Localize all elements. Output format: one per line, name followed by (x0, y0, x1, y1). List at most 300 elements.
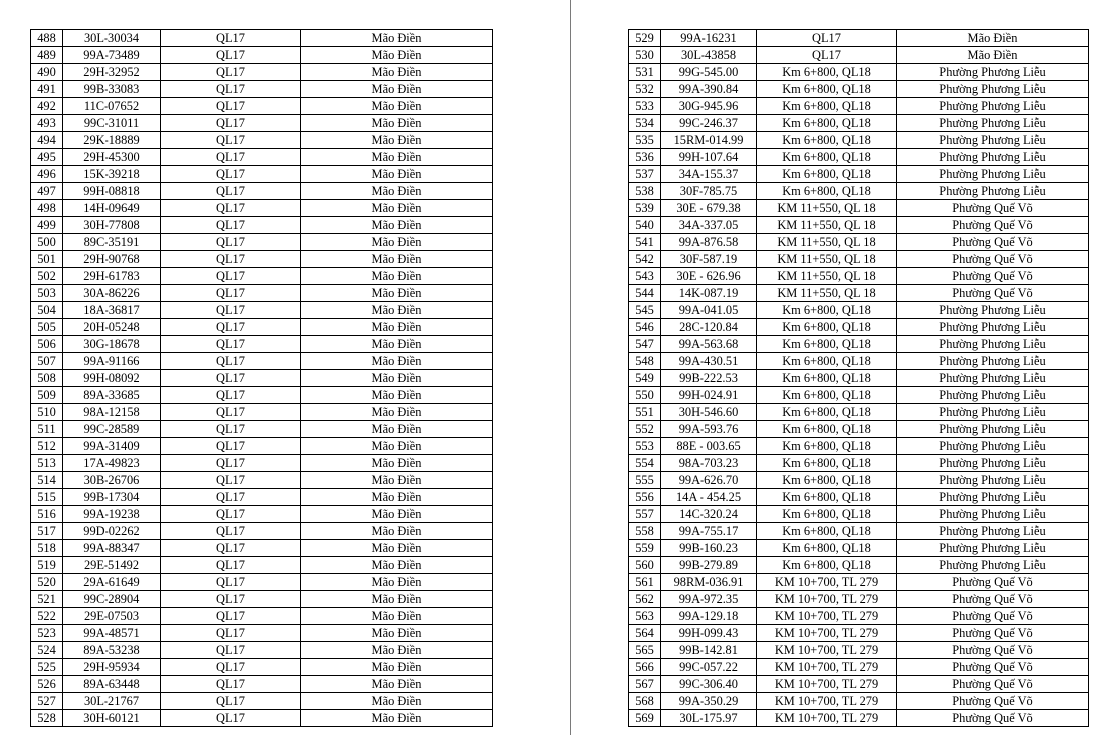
license-plate-cell: 15RM-014.99 (661, 132, 757, 149)
license-plate-cell: 99D-02262 (63, 523, 161, 540)
ward-cell: Mão Điền (301, 200, 493, 217)
table-row (629, 676, 1089, 693)
row-number-cell: 569 (629, 710, 661, 727)
row-number-cell: 521 (31, 591, 63, 608)
table-row (629, 438, 1089, 455)
row-number-cell: 499 (31, 217, 63, 234)
row-number-cell: 528 (31, 710, 63, 727)
row-number-cell: 541 (629, 234, 661, 251)
license-plate-cell: 30L-30034 (63, 30, 161, 47)
ward-cell: Mão Điền (301, 115, 493, 132)
ward-cell: Phường Phương Liễu (897, 438, 1089, 455)
location-cell: Km 6+800, QL18 (757, 149, 897, 166)
license-plate-cell: 89A-33685 (63, 387, 161, 404)
row-number-cell: 510 (31, 404, 63, 421)
row-number-cell: 492 (31, 98, 63, 115)
table-row (629, 710, 1089, 727)
row-number-cell: 532 (629, 81, 661, 98)
license-plate-cell: 99B-33083 (63, 81, 161, 98)
ward-cell: Mão Điền (301, 523, 493, 540)
ward-cell: Mão Điền (301, 234, 493, 251)
location-cell: Km 6+800, QL18 (757, 421, 897, 438)
location-cell: Km 6+800, QL18 (757, 489, 897, 506)
ward-cell: Mão Điền (301, 30, 493, 47)
row-number-cell: 566 (629, 659, 661, 676)
location-cell: QL17 (161, 455, 301, 472)
location-cell: QL17 (161, 387, 301, 404)
license-plate-cell: 29E-51492 (63, 557, 161, 574)
row-number-cell: 540 (629, 217, 661, 234)
location-cell: QL17 (161, 30, 301, 47)
table-row (629, 421, 1089, 438)
row-number-cell: 533 (629, 98, 661, 115)
location-cell: Km 6+800, QL18 (757, 370, 897, 387)
location-cell: Km 6+800, QL18 (757, 302, 897, 319)
table-row (31, 489, 493, 506)
table-row (31, 353, 493, 370)
location-cell: QL17 (161, 438, 301, 455)
license-plate-cell: 99B-142.81 (661, 642, 757, 659)
table-row (31, 285, 493, 302)
license-plate-cell: 99C-306.40 (661, 676, 757, 693)
location-cell: QL17 (161, 200, 301, 217)
license-plate-cell: 99C-31011 (63, 115, 161, 132)
ward-cell: Mão Điền (301, 438, 493, 455)
ward-cell: Mão Điền (301, 302, 493, 319)
row-number-cell: 565 (629, 642, 661, 659)
row-number-cell: 488 (31, 30, 63, 47)
row-number-cell: 494 (31, 132, 63, 149)
row-number-cell: 517 (31, 523, 63, 540)
location-cell: QL17 (161, 659, 301, 676)
violation-table-left (30, 29, 493, 727)
row-number-cell: 555 (629, 472, 661, 489)
license-plate-cell: 99A-430.51 (661, 353, 757, 370)
ward-cell: Mão Điền (301, 47, 493, 64)
location-cell: KM 10+700, TL 279 (757, 659, 897, 676)
location-cell: QL17 (161, 676, 301, 693)
table-row (31, 302, 493, 319)
row-number-cell: 503 (31, 285, 63, 302)
table-row (629, 30, 1089, 47)
table-row (31, 421, 493, 438)
table-row (629, 574, 1089, 591)
ward-cell: Mão Điền (301, 710, 493, 727)
ward-cell: Mão Điền (301, 217, 493, 234)
table-row (31, 370, 493, 387)
table-row (629, 523, 1089, 540)
ward-cell: Phường Quế Võ (897, 659, 1089, 676)
location-cell: QL17 (161, 149, 301, 166)
table-row (31, 557, 493, 574)
license-plate-cell: 99A-876.58 (661, 234, 757, 251)
row-number-cell: 530 (629, 47, 661, 64)
ward-cell: Mão Điền (301, 166, 493, 183)
row-number-cell: 554 (629, 455, 661, 472)
location-cell: QL17 (161, 353, 301, 370)
row-number-cell: 544 (629, 285, 661, 302)
ward-cell: Phường Phương Liễu (897, 506, 1089, 523)
license-plate-cell: 30H-546.60 (661, 404, 757, 421)
row-number-cell: 522 (31, 608, 63, 625)
ward-cell: Phường Quế Võ (897, 574, 1089, 591)
table-row (31, 268, 493, 285)
row-number-cell: 543 (629, 268, 661, 285)
table-row (629, 81, 1089, 98)
ward-cell: Phường Quế Võ (897, 676, 1089, 693)
ward-cell: Mão Điền (301, 455, 493, 472)
table-row (629, 166, 1089, 183)
license-plate-cell: 99A-593.76 (661, 421, 757, 438)
ward-cell: Phường Quế Võ (897, 591, 1089, 608)
location-cell: Km 6+800, QL18 (757, 319, 897, 336)
location-cell: Km 6+800, QL18 (757, 353, 897, 370)
license-plate-cell: 99C-057.22 (661, 659, 757, 676)
row-number-cell: 518 (31, 540, 63, 557)
table-row (629, 455, 1089, 472)
table-row (629, 302, 1089, 319)
row-number-cell: 515 (31, 489, 63, 506)
ward-cell: Mão Điền (301, 676, 493, 693)
ward-cell: Mão Điền (301, 472, 493, 489)
location-cell: KM 11+550, QL 18 (757, 268, 897, 285)
row-number-cell: 504 (31, 302, 63, 319)
license-plate-cell: 29K-18889 (63, 132, 161, 149)
row-number-cell: 545 (629, 302, 661, 319)
license-plate-cell: 99A-19238 (63, 506, 161, 523)
license-plate-cell: 29H-45300 (63, 149, 161, 166)
location-cell: KM 10+700, TL 279 (757, 693, 897, 710)
table-row (31, 47, 493, 64)
location-cell: QL17 (161, 64, 301, 81)
ward-cell: Mão Điền (301, 506, 493, 523)
row-number-cell: 526 (31, 676, 63, 693)
row-number-cell: 491 (31, 81, 63, 98)
license-plate-cell: 29E-07503 (63, 608, 161, 625)
ward-cell: Mão Điền (301, 540, 493, 557)
table-row (31, 64, 493, 81)
row-number-cell: 511 (31, 421, 63, 438)
license-plate-cell: 99B-222.53 (661, 370, 757, 387)
ward-cell: Mão Điền (301, 489, 493, 506)
row-number-cell: 524 (31, 642, 63, 659)
ward-cell: Phường Phương Liễu (897, 404, 1089, 421)
table-row (31, 115, 493, 132)
location-cell: QL17 (161, 404, 301, 421)
ward-cell: Mão Điền (301, 64, 493, 81)
license-plate-cell: 29H-61783 (63, 268, 161, 285)
ward-cell: Mão Điền (301, 404, 493, 421)
row-number-cell: 507 (31, 353, 63, 370)
ward-cell: Phường Phương Liễu (897, 132, 1089, 149)
row-number-cell: 550 (629, 387, 661, 404)
ward-cell: Mão Điền (897, 30, 1089, 47)
row-number-cell: 523 (31, 625, 63, 642)
table-row (31, 710, 493, 727)
location-cell: KM 10+700, TL 279 (757, 574, 897, 591)
location-cell: QL17 (161, 336, 301, 353)
ward-cell: Phường Quế Võ (897, 693, 1089, 710)
row-number-cell: 497 (31, 183, 63, 200)
license-plate-cell: 99A-041.05 (661, 302, 757, 319)
ward-cell: Phường Quế Võ (897, 234, 1089, 251)
row-number-cell: 519 (31, 557, 63, 574)
ward-cell: Mão Điền (301, 251, 493, 268)
license-plate-cell: 14H-09649 (63, 200, 161, 217)
location-cell: Km 6+800, QL18 (757, 540, 897, 557)
table-row (629, 234, 1089, 251)
location-cell: QL17 (161, 47, 301, 64)
row-number-cell: 531 (629, 64, 661, 81)
ward-cell: Phường Phương Liễu (897, 523, 1089, 540)
table-row (31, 81, 493, 98)
table-row (629, 642, 1089, 659)
location-cell: KM 11+550, QL 18 (757, 200, 897, 217)
location-cell: QL17 (161, 489, 301, 506)
table-row (629, 353, 1089, 370)
row-number-cell: 563 (629, 608, 661, 625)
license-plate-cell: 99C-28904 (63, 591, 161, 608)
license-plate-cell: 34A-155.37 (661, 166, 757, 183)
license-plate-cell: 99A-350.29 (661, 693, 757, 710)
location-cell: QL17 (161, 693, 301, 710)
table-row (31, 455, 493, 472)
row-number-cell: 516 (31, 506, 63, 523)
location-cell: Km 6+800, QL18 (757, 64, 897, 81)
location-cell: Km 6+800, QL18 (757, 387, 897, 404)
location-cell: Km 6+800, QL18 (757, 166, 897, 183)
table-row (31, 132, 493, 149)
ward-cell: Phường Phương Liễu (897, 336, 1089, 353)
license-plate-cell: 99A-390.84 (661, 81, 757, 98)
row-number-cell: 505 (31, 319, 63, 336)
row-number-cell: 549 (629, 370, 661, 387)
license-plate-cell: 99H-08092 (63, 370, 161, 387)
ward-cell: Phường Phương Liễu (897, 319, 1089, 336)
table-row (629, 285, 1089, 302)
license-plate-cell: 99A-73489 (63, 47, 161, 64)
location-cell: QL17 (161, 81, 301, 98)
ward-cell: Phường Phương Liễu (897, 387, 1089, 404)
row-number-cell: 513 (31, 455, 63, 472)
ward-cell: Phường Quế Võ (897, 608, 1089, 625)
ward-cell: Phường Phương Liễu (897, 370, 1089, 387)
table-row (629, 489, 1089, 506)
license-plate-cell: 99A-16231 (661, 30, 757, 47)
location-cell: QL17 (161, 506, 301, 523)
license-plate-cell: 30L-175.97 (661, 710, 757, 727)
ward-cell: Mão Điền (301, 370, 493, 387)
license-plate-cell: 18A-36817 (63, 302, 161, 319)
table-row (629, 336, 1089, 353)
table-row (629, 625, 1089, 642)
table-row (31, 608, 493, 625)
table-row (31, 183, 493, 200)
license-plate-cell: 15K-39218 (63, 166, 161, 183)
row-number-cell: 501 (31, 251, 63, 268)
ward-cell: Mão Điền (897, 47, 1089, 64)
row-number-cell: 567 (629, 676, 661, 693)
table-row (629, 268, 1089, 285)
license-plate-cell: 30H-60121 (63, 710, 161, 727)
location-cell: QL17 (161, 574, 301, 591)
row-number-cell: 493 (31, 115, 63, 132)
license-plate-cell: 29H-90768 (63, 251, 161, 268)
location-cell: QL17 (161, 302, 301, 319)
table-row (31, 98, 493, 115)
ward-cell: Phường Phương Liễu (897, 64, 1089, 81)
license-plate-cell: 30L-43858 (661, 47, 757, 64)
ward-cell: Phường Phương Liễu (897, 557, 1089, 574)
license-plate-cell: 99A-88347 (63, 540, 161, 557)
row-number-cell: 498 (31, 200, 63, 217)
table-row (629, 540, 1089, 557)
row-number-cell: 557 (629, 506, 661, 523)
table-row (31, 591, 493, 608)
location-cell: KM 11+550, QL 18 (757, 285, 897, 302)
table-row (31, 472, 493, 489)
table-row (629, 183, 1089, 200)
row-number-cell: 520 (31, 574, 63, 591)
license-plate-cell: 99A-91166 (63, 353, 161, 370)
row-number-cell: 502 (31, 268, 63, 285)
table-row (31, 540, 493, 557)
license-plate-cell: 30F-587.19 (661, 251, 757, 268)
table-row (629, 693, 1089, 710)
license-plate-cell: 29H-32952 (63, 64, 161, 81)
license-plate-cell: 28C-120.84 (661, 319, 757, 336)
ward-cell: Phường Phương Liễu (897, 353, 1089, 370)
ward-cell: Mão Điền (301, 642, 493, 659)
table-row (629, 98, 1089, 115)
row-number-cell: 500 (31, 234, 63, 251)
location-cell: QL17 (161, 319, 301, 336)
location-cell: QL17 (161, 251, 301, 268)
location-cell: QL17 (757, 47, 897, 64)
ward-cell: Phường Quế Võ (897, 710, 1089, 727)
location-cell: Km 6+800, QL18 (757, 506, 897, 523)
table-row (31, 642, 493, 659)
location-cell: Km 6+800, QL18 (757, 336, 897, 353)
location-cell: QL17 (161, 268, 301, 285)
location-cell: QL17 (161, 591, 301, 608)
location-cell: QL17 (161, 183, 301, 200)
ward-cell: Phường Phương Liễu (897, 421, 1089, 438)
table-row (629, 370, 1089, 387)
location-cell: KM 10+700, TL 279 (757, 676, 897, 693)
row-number-cell: 495 (31, 149, 63, 166)
license-plate-cell: 99A-563.68 (661, 336, 757, 353)
ward-cell: Mão Điền (301, 659, 493, 676)
row-number-cell: 542 (629, 251, 661, 268)
table-row (629, 557, 1089, 574)
ward-cell: Phường Quế Võ (897, 285, 1089, 302)
license-plate-cell: 99C-28589 (63, 421, 161, 438)
table-row (31, 574, 493, 591)
license-plate-cell: 99B-160.23 (661, 540, 757, 557)
location-cell: Km 6+800, QL18 (757, 557, 897, 574)
location-cell: Km 6+800, QL18 (757, 438, 897, 455)
row-number-cell: 556 (629, 489, 661, 506)
ward-cell: Phường Quế Võ (897, 251, 1089, 268)
license-plate-cell: 99H-099.43 (661, 625, 757, 642)
license-plate-cell: 99A-48571 (63, 625, 161, 642)
license-plate-cell: 99G-545.00 (661, 64, 757, 81)
license-plate-cell: 99A-31409 (63, 438, 161, 455)
location-cell: QL17 (161, 540, 301, 557)
license-plate-cell: 30B-26706 (63, 472, 161, 489)
license-plate-cell: 29A-61649 (63, 574, 161, 591)
page-divider (570, 0, 571, 735)
ward-cell: Mão Điền (301, 183, 493, 200)
location-cell: QL17 (161, 523, 301, 540)
table-row (629, 387, 1089, 404)
ward-cell: Phường Phương Liễu (897, 98, 1089, 115)
license-plate-cell: 20H-05248 (63, 319, 161, 336)
table-row (629, 115, 1089, 132)
location-cell: QL17 (757, 30, 897, 47)
table-row (31, 217, 493, 234)
table-row (629, 506, 1089, 523)
ward-cell: Mão Điền (301, 608, 493, 625)
table-row (629, 251, 1089, 268)
document-page-right (572, 0, 1103, 735)
ward-cell: Mão Điền (301, 353, 493, 370)
license-plate-cell: 30E - 679.38 (661, 200, 757, 217)
ward-cell: Phường Phương Liễu (897, 149, 1089, 166)
license-plate-cell: 14A - 454.25 (661, 489, 757, 506)
table-row (31, 676, 493, 693)
location-cell: KM 10+700, TL 279 (757, 710, 897, 727)
location-cell: KM 10+700, TL 279 (757, 591, 897, 608)
location-cell: QL17 (161, 132, 301, 149)
location-cell: QL17 (161, 608, 301, 625)
table-row (31, 251, 493, 268)
row-number-cell: 496 (31, 166, 63, 183)
location-cell: Km 6+800, QL18 (757, 81, 897, 98)
row-number-cell: 547 (629, 336, 661, 353)
license-plate-cell: 14K-087.19 (661, 285, 757, 302)
table-row (31, 336, 493, 353)
table-row (629, 64, 1089, 81)
license-plate-cell: 99H-08818 (63, 183, 161, 200)
row-number-cell: 548 (629, 353, 661, 370)
table-row (31, 659, 493, 676)
ward-cell: Mão Điền (301, 132, 493, 149)
table-row (31, 149, 493, 166)
license-plate-cell: 30F-785.75 (661, 183, 757, 200)
table-row (31, 625, 493, 642)
ward-cell: Phường Phương Liễu (897, 81, 1089, 98)
row-number-cell: 525 (31, 659, 63, 676)
row-number-cell: 512 (31, 438, 63, 455)
license-plate-cell: 99A-129.18 (661, 608, 757, 625)
license-plate-cell: 14C-320.24 (661, 506, 757, 523)
ward-cell: Phường Phương Liễu (897, 166, 1089, 183)
row-number-cell: 568 (629, 693, 661, 710)
license-plate-cell: 88E - 003.65 (661, 438, 757, 455)
ward-cell: Phường Quế Võ (897, 217, 1089, 234)
table-row (31, 387, 493, 404)
row-number-cell: 546 (629, 319, 661, 336)
ward-cell: Mão Điền (301, 336, 493, 353)
location-cell: Km 6+800, QL18 (757, 523, 897, 540)
table-body-right (629, 30, 1089, 727)
license-plate-cell: 98RM-036.91 (661, 574, 757, 591)
location-cell: QL17 (161, 217, 301, 234)
location-cell: Km 6+800, QL18 (757, 115, 897, 132)
license-plate-cell: 99B-17304 (63, 489, 161, 506)
